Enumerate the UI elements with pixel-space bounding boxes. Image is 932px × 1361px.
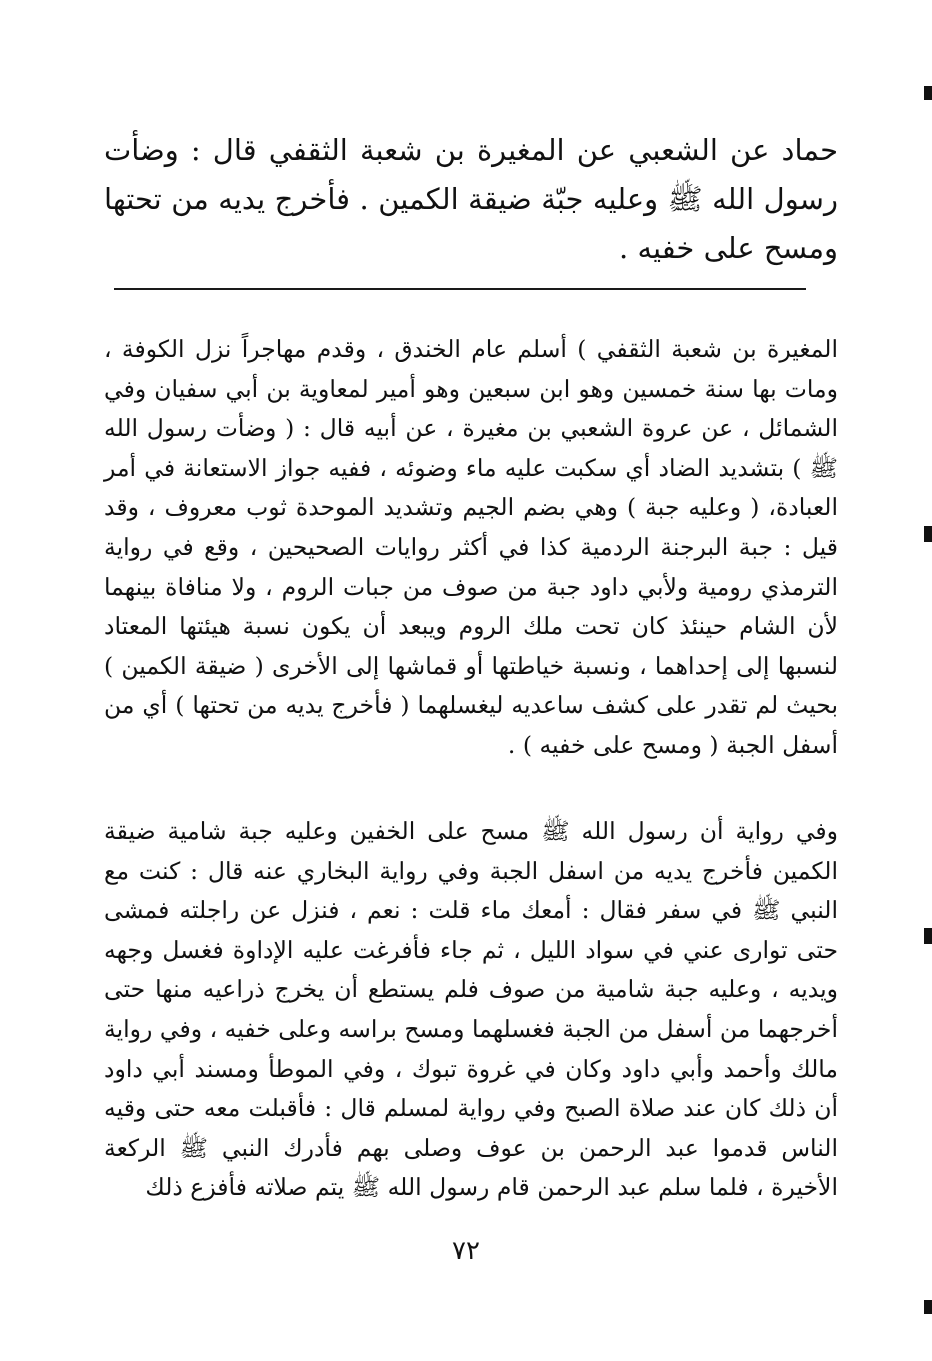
commentary-block-2 — [104, 812, 838, 1208]
scan-edge-mark — [924, 928, 932, 944]
commentary-paragraph-1: المغيرة بن شعبة الثقفي ) أسلم عام الخندق ، وقدم مهاجراً نزل الكوفة ، ومات بها سنة خمسين وهو ابن سبعين وهو أمير لمعاوية بن أبي سفيان وفي الشمائل ، عن عروة الشعبي بن مغيرة ، عن أبيه قال : ( وضأت رسول الله ﷺ ) بتشديد الضاد أي سكبت عليه ماء وضوئه ، ففيه جواز الاستعانة في أمر العبادة، ( وعليه جبة ) وهي بضم الجيم وتشديد الموحدة ثوب معروف ، وقد قيل : جبة البرجنة الردمية كذا في أكثر روايات الصحيحين ، وقع في رواية الترمذي رومية ولأبي داود جبة من صوف من جبات الروم ، ولا منافاة بينهما لأن الشام حينئذ كان تحت ملك الروم ويبعد أن يكون نسبة هيئتها المعتاد لنسبها إلى إحداهما ، ونسبة خياطتها أو قماشها إلى الأخرى ( ضيقة الكمين ) بحيث لم تقدر على كشف ساعديه ليغسلهما ( فأخرج يديه من تحتها ) أي من أسفل الجبة ( ومسح على خفيه ) . — [104, 335, 838, 759]
scan-edge-mark — [924, 1300, 932, 1314]
scan-edge-mark — [924, 526, 932, 542]
hadith-text-block — [104, 126, 838, 273]
page-number: ٧٢ — [452, 1236, 480, 1266]
commentary-block-1 — [104, 330, 838, 766]
hadith-text: حماد عن الشعبي عن المغيرة بن شعبة الثقفي قال : وضأت رسول الله ﷺ وعليه جبّة ضيقة الكمين . فأخرج يديه من تحتها ومسح على خفيه . — [104, 133, 838, 265]
commentary-paragraph-2: وفي رواية أن رسول الله ﷺ مسح على الخفين وعليه جبة شامية ضيقة الكمين فأخرج يديه من اسفل الجبة وفي رواية البخاري عنه قال : كنت مع النبي ﷺ في سفر فقال : أمعك ماء قلت : نعم ، فنزل عن راجلته فمشى حتى توارى عني في سواد الليل ، ثم جاء فأفرغت عليه الإداوة فغسل وجهه ويديه ، وعليه جبة شامية من صوف فلم يستطع أن يخرج ذراعيه منها حتى أخرجهما من أسفل من الجبة فغسلهما ومسح براسه وعلى خفيه ، وفي رواية مالك وأحمد وأبي داود وكان في غروة تبوك ، وفي الموطأ ومسند أبي داود أن ذلك كان عند صلاة الصبح وفي رواية لمسلم قال : فأقبلت معه حتى وقيه الناس قدموا عبد الرحمن بن عوف وصلى بهم فأدرك النبي ﷺ الركعة الأخيرة ، فلما سلم عبد الرحمن قام رسول الله ﷺ يتم صلاته فأفزع ذلك — [104, 817, 838, 1202]
scan-edge-mark — [924, 86, 932, 100]
separator-line — [114, 288, 806, 290]
